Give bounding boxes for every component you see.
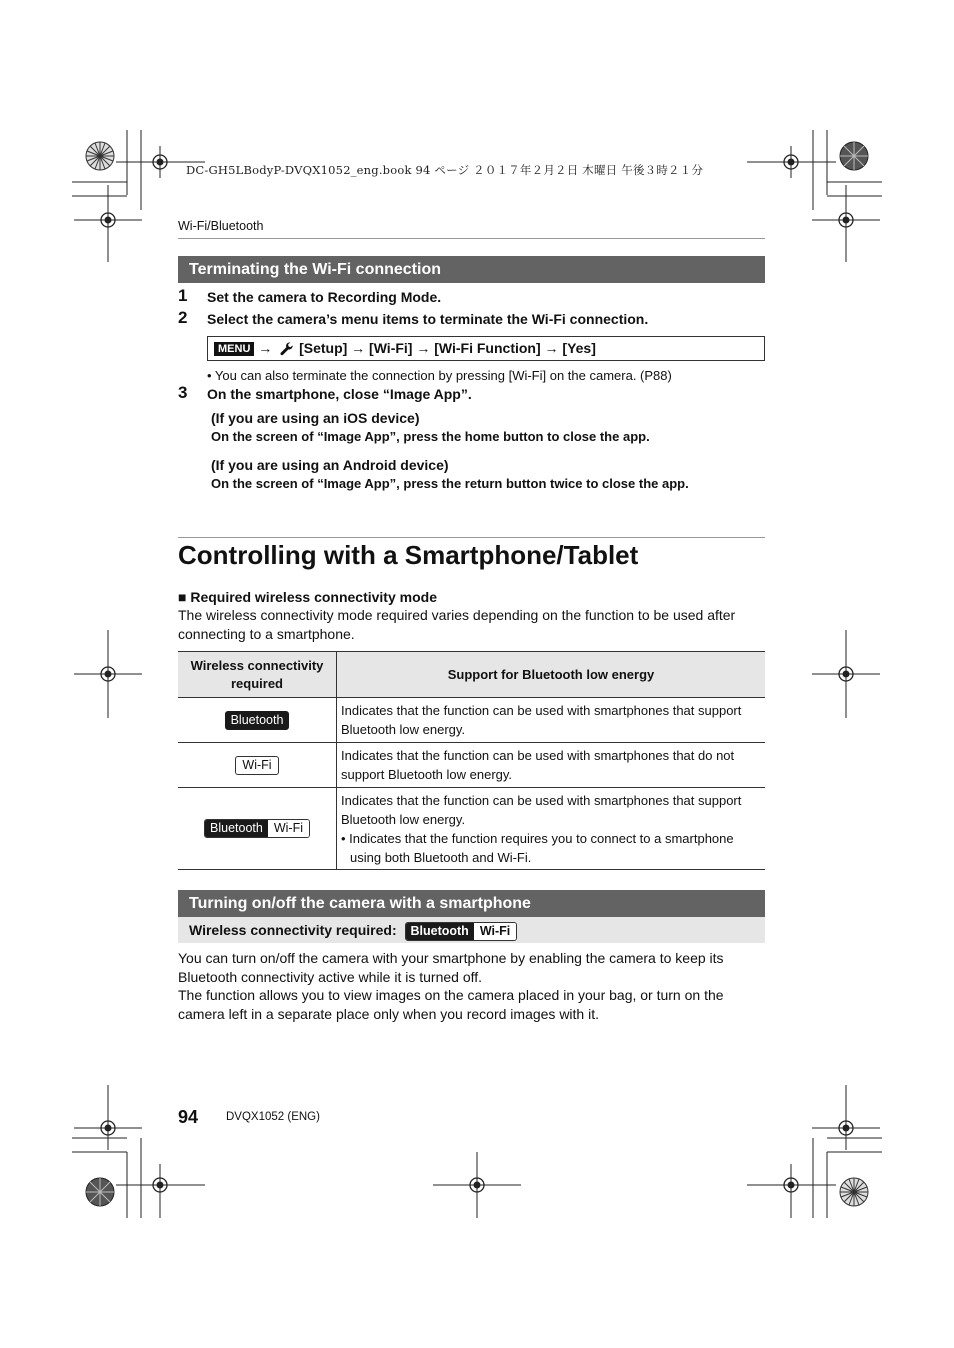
required-mode-heading: ■ Required wireless connectivity mode [178, 589, 437, 605]
table-cell-icon [178, 788, 337, 870]
table-cell-icon [178, 743, 337, 788]
table-cell-description: Indicates that the function can be used with smartphones that do not support Bluetooth low energy. [337, 743, 766, 788]
bluetooth-wifi-chip [405, 922, 518, 941]
connectivity-required-strip [178, 917, 765, 943]
section-rule [178, 537, 765, 538]
menu-arrow: → [258, 340, 273, 356]
running-header: Wi-Fi/Bluetooth [178, 219, 264, 233]
table-row [178, 743, 765, 788]
table-header-connectivity: Wireless connectivity required [178, 652, 337, 698]
step-2-text: Select the camera’s menu items to terminate the Wi-Fi connection. [207, 311, 649, 327]
row3-text: Indicates that the function can be used with smartphones that support Bluetooth low energy. [341, 792, 742, 827]
ios-text: On the screen of “Image App”, press the home button to close the app. [211, 429, 650, 444]
required-mode-paragraph: The wireless connectivity mode required varies depending on the function to be used after connecting to a smartphone. [178, 607, 736, 642]
bluetooth-chip: Bluetooth [205, 820, 268, 837]
page-number: 94 [178, 1107, 199, 1127]
step-2-number: 2 [178, 308, 188, 327]
menu-path-box [207, 336, 765, 361]
document-code: DVQX1052 (ENG) [226, 1111, 320, 1123]
table-cell-icon [178, 698, 337, 743]
table-row [178, 698, 765, 743]
print-info-line: DC-GH5LBodyP-DVQX1052_eng.book 94 ページ ２０１７年２月２日 木曜日 午後３時２１分 [186, 163, 704, 177]
wifi-chip: Wi-Fi [268, 820, 309, 837]
turning-paragraph-2: The function allows you to view images on the camera placed in your bag, or turn on the camera left in a separate place only when you record images with it. [178, 987, 724, 1022]
menu-chip: MENU [214, 342, 254, 356]
table-cell-description [337, 788, 766, 870]
header-rule [178, 238, 765, 239]
wrench-icon [280, 340, 293, 363]
menu-path-text: [Setup] → [Wi-Fi] → [Wi-Fi Function] → [Yes] [299, 340, 596, 356]
bluetooth-wifi-chip [204, 819, 310, 838]
android-heading: (If you are using an Android device) [211, 457, 449, 473]
turning-paragraph-1: You can turn on/off the camera with your smartphone by enabling the camera to keep its Bluetooth connectivity active while it is turned off. [178, 950, 724, 985]
bluetooth-chip: Bluetooth [406, 923, 474, 940]
step-3-number: 3 [178, 383, 188, 402]
page-title: Controlling with a Smartphone/Tablet [178, 540, 639, 570]
bluetooth-chip: Bluetooth [225, 711, 290, 730]
android-text: On the screen of “Image App”, press the return button twice to close the app. [211, 476, 689, 491]
table-header-support: Support for Bluetooth low energy [337, 652, 766, 698]
ios-heading: (If you are using an iOS device) [211, 410, 420, 426]
connectivity-required-label: Wireless connectivity required: [189, 922, 397, 938]
wifi-chip: Wi-Fi [474, 923, 516, 940]
section-terminating-title: Terminating the Wi-Fi connection [178, 256, 765, 283]
row3-bullet: • Indicates that the function requires you to connect to a smartphone using both Bluetooth and Wi-Fi. [341, 830, 734, 865]
step-1-number: 1 [178, 286, 188, 305]
step-3-text: On the smartphone, close “Image App”. [207, 386, 472, 402]
step-1-text: Set the camera to Recording Mode. [207, 289, 442, 305]
table-header-row [178, 652, 765, 698]
section-turning-title: Turning on/off the camera with a smartphone [178, 890, 765, 917]
table-row [178, 788, 765, 870]
connectivity-table [178, 651, 765, 870]
terminate-note: • You can also terminate the connection by pressing [Wi-Fi] on the camera. (P88) [207, 368, 672, 383]
wifi-chip: Wi-Fi [235, 756, 278, 775]
table-cell-description: Indicates that the function can be used with smartphones that support Bluetooth low energy. [337, 698, 766, 743]
